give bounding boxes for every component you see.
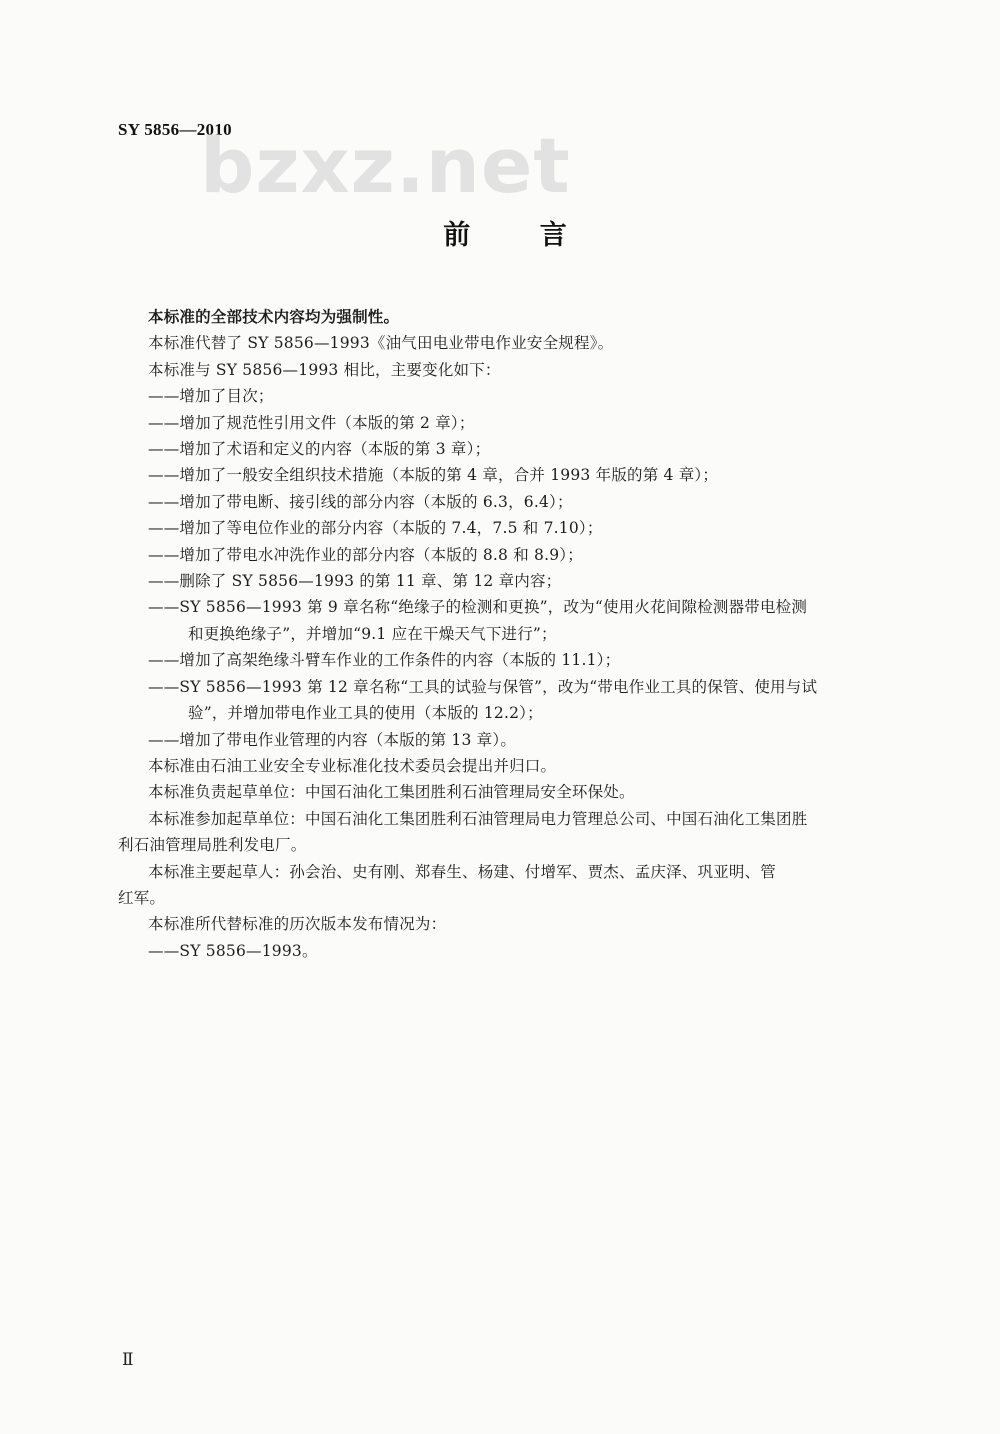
- page-title: 前 言: [443, 220, 597, 251]
- paragraph-main-drafters: 本标准主要起草人：孙会治、史有刚、郑春生、杨建、付增军、贾杰、孟庆泽、巩亚明、管: [148, 862, 777, 881]
- paragraph-continuation: 红军。: [118, 888, 166, 907]
- list-item: ——增加了规范性引用文件（本版的第 2 章）；: [148, 413, 475, 432]
- paragraph-replaces: 本标准代替了 SY 5856—1993《油气田电业带电作业安全规程》。: [148, 334, 614, 353]
- list-item: ——删除了 SY 5856—1993 的第 11 章、第 12 章内容；: [148, 572, 562, 591]
- list-item-continuation: 和更换绝缘子”，并增加“9.1 应在干燥天气下进行”；: [188, 624, 557, 643]
- paragraph-changes-intro: 本标准与 SY 5856—1993 相比，主要变化如下：: [148, 360, 501, 379]
- list-item: ——SY 5856—1993 第 9 章名称“绝缘子的检测和更换”，改为“使用火花间隙检测器带电检测: [148, 598, 808, 617]
- standard-code: SY 5856—2010: [118, 120, 232, 139]
- watermark: bzxz.net: [200, 121, 571, 210]
- list-item: ——增加了目次；: [148, 387, 274, 406]
- list-item: ——增加了带电作业管理的内容（本版的第 13 章）。: [148, 730, 517, 749]
- list-item: ——增加了等电位作业的部分内容（本版的 7.4，7.5 和 7.10）；: [148, 519, 603, 538]
- paragraph-continuation: 利石油管理局胜利发电厂。: [118, 836, 307, 855]
- paragraph-participating-drafters: 本标准参加起草单位：中国石油化工集团胜利石油管理局电力管理总公司、中国石油化工集团胜: [148, 809, 808, 828]
- page-number: Ⅱ: [122, 1350, 134, 1369]
- list-item: ——增加了高架绝缘斗臂车作业的工作条件的内容（本版的 11.1）；: [148, 651, 621, 670]
- list-item: ——SY 5856—1993 第 12 章名称“工具的试验与保管”，改为“带电作业工具的保管、使用与试: [148, 677, 818, 696]
- paragraph-history-intro: 本标准所代替标准的历次版本发布情况为：: [148, 915, 447, 934]
- list-item: ——增加了术语和定义的内容（本版的第 3 章）；: [148, 440, 491, 459]
- list-item: ——增加了带电水冲洗作业的部分内容（本版的 8.8 和 8.9）；: [148, 545, 583, 564]
- foreword-body: [118, 304, 930, 964]
- list-item: ——增加了一般安全组织技术措施（本版的第 4 章，合并 1993 年版的第 4 章）；: [148, 466, 719, 485]
- list-item: ——增加了带电断、接引线的部分内容（本版的 6.3，6.4）；: [148, 492, 573, 511]
- list-item-continuation: 验”，并增加带电作业工具的使用（本版的 12.2）；: [188, 704, 543, 723]
- paragraph-lead-drafter: 本标准负责起草单位：中国石油化工集团胜利石油管理局安全环保处。: [148, 783, 635, 802]
- list-item: ——SY 5856—1993。: [148, 941, 318, 960]
- paragraph-proposer: 本标准由石油工业安全专业标准化技术委员会提出并归口。: [148, 756, 557, 775]
- paragraph-mandatory: 本标准的全部技术内容均为强制性。: [148, 308, 400, 326]
